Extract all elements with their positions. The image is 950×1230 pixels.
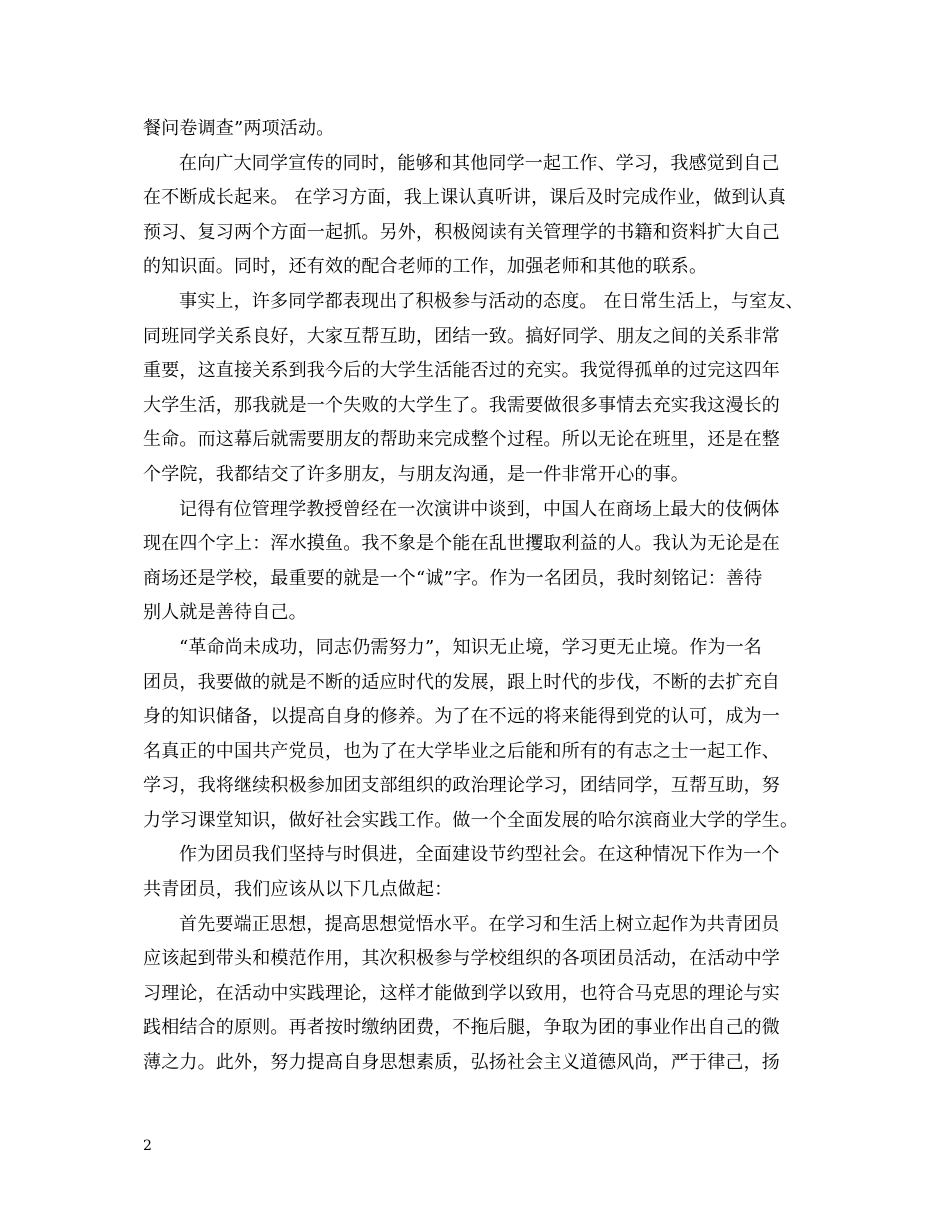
text-line: 团员，我要做的就是不断的适应时代的发展，跟上时代的步伐，不断的去扩充自 [143,671,780,693]
document-body [143,112,808,1081]
text-line: 同班同学关系良好，大家互帮互助，团结一致。搞好同学、朋友之间的关系非常 [143,325,780,347]
text-line: 名真正的中国共产党员，也为了在大学毕业之后能和所有的有志之士一起工作、 [143,740,780,762]
text-line: 记得有位管理学教授曾经在一次演讲中谈到，中国人在商场上最大的伎俩体 [179,498,780,520]
text-line: 首先要端正思想，提高思想觉悟水平。在学习和生活上树立起作为共青团员 [179,913,780,935]
text-line: “革命尚未成功，同志仍需努力”，知识无止境，学习更无止境。作为一名 [179,636,763,658]
page-number: 2 [143,1138,152,1154]
text-line: 作为团员我们坚持与时俱进，全面建设节约型社会。在这种情况下作为一个 [179,844,780,866]
text-line: 薄之力。此外，努力提高自身思想素质，弘扬社会主义道德风尚，严于律己，扬 [143,1052,780,1074]
text-line: 现在四个字上：浑水摸鱼。我不象是个能在乱世攫取利益的人。我认为无论是在 [143,533,780,555]
text-line: 大学生活，那我就是一个失败的大学生了。我需要做很多事情去充实我这漫长的 [143,394,780,416]
text-line: 力学习课堂知识，做好社会实践工作。做一个全面发展的哈尔滨商业大学的学生。 [143,809,799,831]
text-line: 餐问卷调查”两项活动。 [143,118,335,139]
text-line: 身的知识储备，以提高自身的修养。为了在不远的将来能得到党的认可，成为一 [143,706,780,728]
text-line: 商场还是学校，最重要的就是一个“诚”字。作为一名团员，我时刻铭记：善待 [143,567,763,589]
text-line: 生命。而这幕后就需要朋友的帮助来完成整个过程。所以无论在班里，还是在整 [143,429,780,451]
text-line: 在向广大同学宣传的同时，能够和其他同学一起工作、学习，我感觉到自己 [179,152,780,174]
text-line: 践相结合的原则。再者按时缴纳团费，不拖后腿，争取为团的事业作出自己的微 [143,1017,780,1039]
text-line: 习理论，在活动中实践理论，这样才能做到学以致用，也符合马克思的理论与实 [143,982,780,1004]
text-line: 学习，我将继续积极参加团支部组织的政治理论学习，团结同学，互帮互助，努 [143,775,780,797]
text-line: 共青团员，我们应该从以下几点做起： [143,879,453,901]
text-line: 事实上，许多同学都表现出了积极参与活动的态度。 在日常生活上，与室友、 [179,290,804,312]
text-line: 在不断成长起来。 在学习方面，我上课认真听讲，课后及时完成作业，做到认真 [143,187,786,209]
text-line: 个学院，我都结交了许多朋友，与朋友沟通，是一件非常开心的事。 [143,463,689,485]
text-line: 应该起到带头和模范作用，其次积极参与学校组织的各项团员活动，在活动中学 [143,948,780,970]
text-line: 预习、复习两个方面一起抓。另外，积极阅读有关管理学的书籍和资料扩大自己 [143,221,780,243]
text-line: 重要，这直接关系到我今后的大学生活能否过的充实。我觉得孤单的过完这四年 [143,360,780,382]
text-line: 的知识面。同时，还有效的配合老师的工作，加强老师和其他的联系。 [143,256,708,278]
text-line: 别人就是善待自己。 [143,602,307,624]
